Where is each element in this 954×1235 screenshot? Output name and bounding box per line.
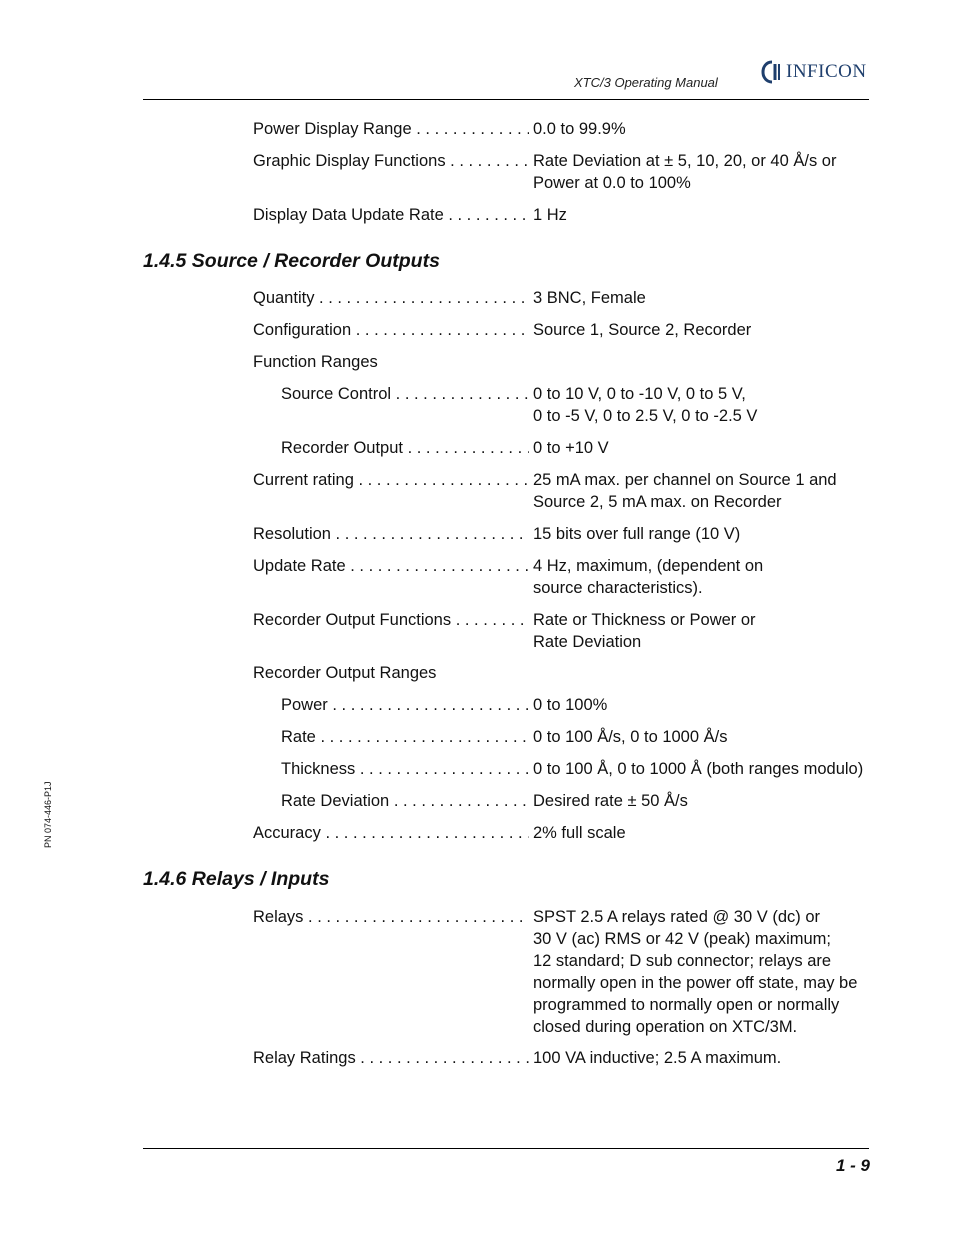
spec-label: Power Display Range [253,120,412,138]
spec-value: 2% full scale [533,824,626,842]
section-heading-1-4-6: 1.4.6 Relays / Inputs [143,868,330,890]
spec-value-line: 30 V (ac) RMS or 42 V (peak) maximum; [533,930,831,948]
spec-label: Recorder Output Functions [253,611,452,629]
spec-value-line: normally open in the power off state, may be [533,974,858,992]
spec-value-line: Rate Deviation at ± 5, 10, 20, or 40 Å/s or [533,152,837,170]
spec-value: 15 bits over full range (10 V) [533,525,741,543]
spec-label: Thickness [281,760,356,778]
spec-label: Rate [281,728,316,746]
spec-label: Rate Deviation [281,792,390,810]
spec-value: 0 to 100% [533,696,608,714]
spec-label: Resolution [253,525,331,543]
spec-label: Relay Ratings [253,1049,356,1067]
manual-title: XTC/3 Operating Manual [574,75,718,90]
spec-value: 1 Hz [533,206,567,224]
spec-value-line: closed during operation on XTC/3M. [533,1018,798,1036]
spec-label: Relays [253,908,304,926]
spec-display-data-update-rate [253,204,873,226]
spec-label: Quantity [253,289,315,307]
spec-graphic-display-functions [253,150,873,194]
spec-value-line: Power at 0.0 to 100% [533,174,691,192]
spec-value-line: source characteristics). [533,579,703,597]
spec-value: Desired rate ± 50 Å/s [533,792,688,810]
spec-value-line: 12 standard; D sub connector; relays are [533,952,832,970]
spec-value-line: 0 to -5 V, 0 to 2.5 V, 0 to -2.5 V [533,407,758,425]
spec-value: 0 to 100 Å, 0 to 1000 Å (both ranges modulo) [533,760,864,778]
spec-value-line: Rate or Thickness or Power or [533,611,756,629]
spec-value-line: programmed to normally open or normally [533,996,840,1014]
spec-label: Accuracy [253,824,321,842]
spec-value-line: Rate Deviation [533,633,642,651]
spec-value-line: Source 2, 5 mA max. on Recorder [533,493,782,511]
spec-value: 0 to +10 V [533,439,609,457]
inficon-logo-icon [760,60,784,84]
spec-label: Configuration [253,321,352,339]
spec-label: Source Control [281,385,392,403]
spec-value: 0 to 100 Å/s, 0 to 1000 Å/s [533,728,728,746]
spec-label: Graphic Display Functions [253,152,446,170]
page-number: 1 - 9 [835,1156,870,1175]
spec-label: Update Rate [253,557,346,575]
spec-group-label: Recorder Output Ranges [253,664,437,682]
spec-label: Recorder Output [281,439,403,457]
spec-label: Power [281,696,328,714]
spec-value-line: 4 Hz, maximum, (dependent on [533,557,764,575]
header-rule [143,99,869,100]
inficon-logo [760,58,867,86]
spec-value-line: 25 mA max. per channel on Source 1 and [533,471,837,489]
spec-group-label: Function Ranges [253,353,378,371]
spec-value: 3 BNC, Female [533,289,646,307]
spec-value-line: SPST 2.5 A relays rated @ 30 V (dc) or [533,908,820,926]
section-heading-1-4-5: 1.4.5 Source / Recorder Outputs [143,250,440,272]
spec-value: Source 1, Source 2, Recorder [533,321,752,339]
part-number-code: PN 074-446-P1J [43,781,53,848]
spec-label: Current rating [253,471,354,489]
spec-label: Display Data Update Rate [253,206,444,224]
spec-value: 0.0 to 99.9% [533,120,626,138]
footer-rule [143,1148,869,1149]
spec-value: 100 VA inductive; 2.5 A maximum. [533,1049,782,1067]
logo-text: INFICON [786,61,867,82]
spec-power-display-range [253,118,873,140]
spec-value-line: 0 to 10 V, 0 to -10 V, 0 to 5 V, [533,385,746,403]
